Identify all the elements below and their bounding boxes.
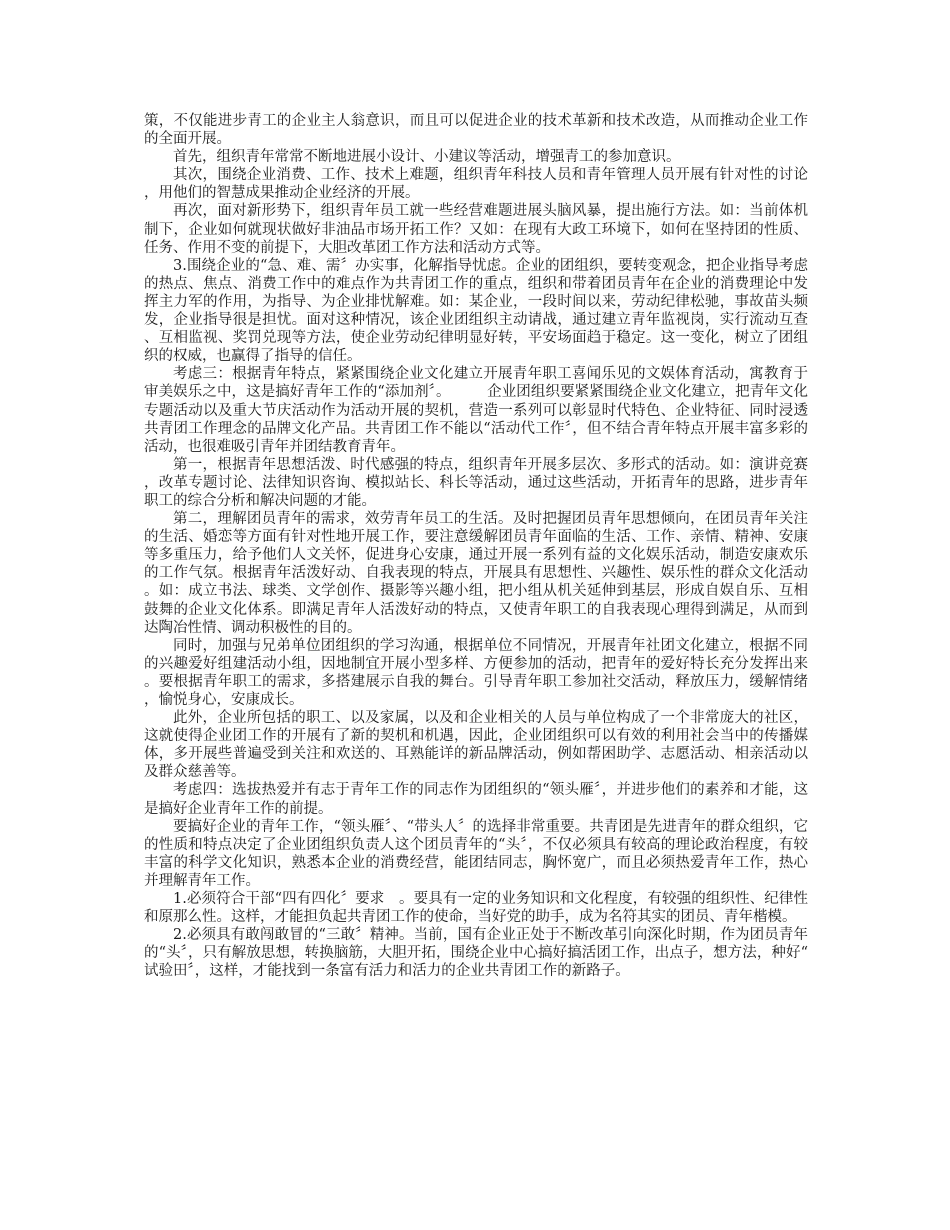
paragraph-point-3: 3.围绕企业的“急、难、需〞办实事，化解指导忧虑。企业的团组织，要转变观念，把企业指导考虑的热点、焦点、消费工作中的难点作为共青团工作的重点，组织和带着团员青年在企业的消费理论中发挥主力军的作用，为指导、为企业排忧解难。如：某企业，一段时间以来，劳动纪律松驰，事故苗头频发，企业指导很是担忧。面对这种情况，该企业团组织主动请战，通过建立青年监视岗，实行流动互查、互相监视、奖罚兑现等方法，使企业劳动纪律明显好转，平安场面趋于稳定。这一变化，树立了团组织的权威，也赢得了指导的信任。 bbox=[144, 257, 808, 365]
paragraph-second: 第二，理解团员青年的需求，效劳青年员工的生活。及时把握团员青年思想倾向，在团员青年关注的生活、婚恋等方面有针对性地开展工作，要注意缓解团员青年面临的生活、工作、亲情、精神、安康等多重压力，给予他们人文关怀，促进身心安康，通过开展一系列有益的文化娱乐活动，制造安康欢乐的工作气氛。根据青年活泼好动、自我表现的特点，开展具有思想性、兴趣性、娱乐性的群众文化活动。如：成立书法、球类、文学创作、摄影等兴趣小组，把小组从机关延伸到基层，形成自娱自乐、互相鼓舞的企业文化体系。即满足青年人活泼好动的特点，又使青年职工的自我表现心理得到满足，从而到达陶冶性情、调动积极性的目的。 bbox=[144, 511, 808, 636]
document-body bbox=[144, 112, 808, 981]
paragraph-third-measure: 再次，面对新形势下，组织青年员工就一些经营难题进展头脑风暴，提出施行方法。如：当前体机制下，企业如何就现状做好非油品市场开拓工作？又如：在现有大政工环境下，如何在坚持团的性质、任务、作用不变的前提下，大胆改革团工作方法和活动方式等。 bbox=[144, 203, 808, 256]
paragraph-consideration-4: 考虑四：选拔热爱并有志于青年工作的同志作为团组织的“领头雁〞，并进步他们的素养和才能，这是搞好企业青年工作的前提。 bbox=[144, 782, 808, 817]
paragraph-second-measure: 其次，围绕企业消费、工作、技术上难题，组织青年科技人员和青年管理人员开展有针对性的讨论，用他们的智慧成果推动企业经济的开展。 bbox=[144, 167, 808, 202]
paragraph-leader-selection: 要搞好企业的青年工作，“领头雁〞、“带头人〞的选择非常重要。共青团是先进青年的群众组织，它的性质和特点决定了企业团组织负责人这个团员青年的“头〞，不仅必须具有较高的理论政治程度，有较丰富的科学文化知识，熟悉本企业的消费经营，能团结同志，胸怀宽广，而且必须热爱青年工作，热心并理解青年工作。 bbox=[144, 818, 808, 889]
paragraph-meanwhile: 同时，加强与兄弟单位团组织的学习沟通，根据单位不同情况，开展青年社团文化建立，根据不同的兴趣爱好组建活动小组，因地制宜开展小型多样、方便参加的活动，把青年的爱好特长充分发挥出来。要根据青年职工的需求，多搭建展示自我的舞台。引导青年职工参加社交活动，释放压力，缓解情绪，愉悦身心，安康成长。 bbox=[144, 637, 808, 708]
paragraph-consideration-3: 考虑三：根据青年特点，紧紧围绕企业文化建立开展青年职工喜闻乐见的文娱体育活动，寓教育于审美娱乐之中，这是搞好青年工作的“添加剂〞。 企业团组织要紧紧围绕企业文化建立，把青年文化专题活动以及重大节庆活动作为活动开展的契机，营造一系列可以彰显时代特色、企业特征、同时浸透共青团工作理念的品牌文化产品。共青团工作不能以“活动代工作〞，但不结合青年特点开展丰富多彩的活动，也很难吸引青年并团结教育青年。 bbox=[144, 366, 808, 455]
paragraph-continuation: 策，不仅能进步青工的企业主人翁意识，而且可以促进企业的技术革新和技术改造，从而推动企业工作的全面开展。 bbox=[144, 113, 808, 148]
paragraph-first-measure: 首先，组织青年常常不断地进展小设计、小建议等活动，增强青工的参加意识。 bbox=[173, 149, 681, 166]
paragraph-point-1: 1.必须符合干部“四有四化〞要求 。要具有一定的业务知识和文化程度，有较强的组织性、纪律性和原那么性。这样，才能担负起共青团工作的使命，当好党的助手，成为名符其实的团员、青年楷模。 bbox=[144, 891, 808, 926]
paragraph-first: 第一，根据青年思想活泼、时代感强的特点，组织青年开展多层次、多形式的活动。如：演讲竞赛，改革专题讨论、法律知识咨询、模拟站长、科长等活动，通过这些活动，开拓青年的思路，进步青年职工的综合分析和解决问题的才能。 bbox=[144, 456, 808, 509]
paragraph-in-addition: 此外，企业所包括的职工、以及家属，以及和企业相关的人员与单位构成了一个非常庞大的社区，这就使得企业团工作的开展有了新的契机和机遇，因此，企业团组织可以有效的利用社会当中的传播媒体，多开展些普遍受到关注和欢送的、耳熟能详的新品牌活动，例如帮困助学、志愿活动、相亲活动以及群众慈善等。 bbox=[144, 710, 808, 781]
paragraph-point-2: 2.必须具有敢闯敢冒的“三敢〞精神。当前，国有企业正处于不断改革引向深化时期，作为团员青年的“头〞，只有解放思想，转换脑筋，大胆开拓，围绕企业中心搞好搞活团工作，出点子，想方法，种好“试验田〞，这样，才能找到一条富有活力和活力的企业共青团工作的新路子。 bbox=[144, 927, 808, 980]
